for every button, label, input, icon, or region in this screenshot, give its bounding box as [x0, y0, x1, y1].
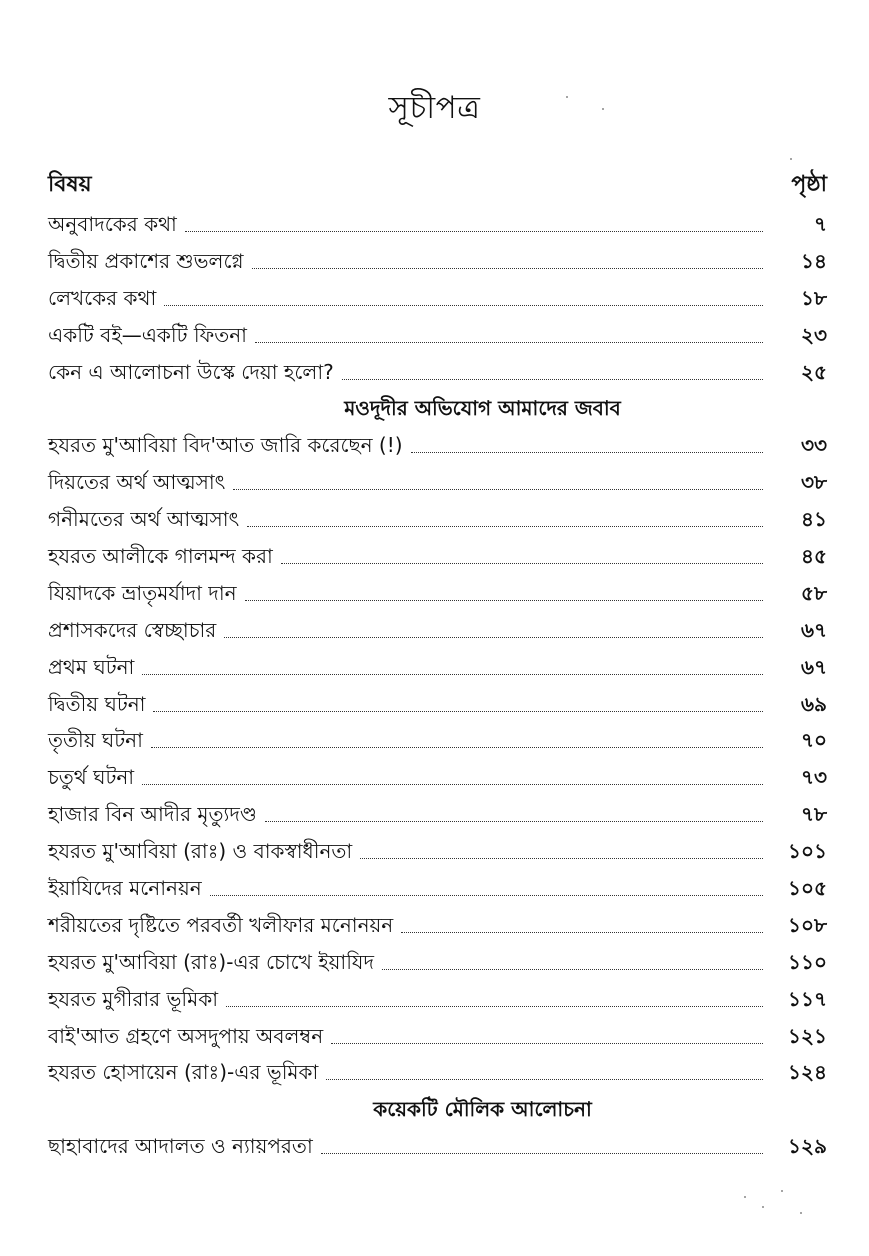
toc-entry-title: লেখকের কথা [48, 285, 157, 310]
toc-entry-title: বাই'আত গ্রহণে অসদুপায় অবলম্বন [48, 1023, 324, 1048]
toc-entry-page-number: ৬৯ [801, 691, 827, 716]
toc-entry [48, 245, 827, 282]
toc-entry [48, 724, 827, 761]
toc-entry [48, 835, 827, 872]
toc-entry-page-number: ৫৮ [801, 580, 827, 605]
table-of-contents [48, 208, 827, 1167]
dot-leader [233, 489, 763, 490]
toc-entry-title: প্রশাসকদের স্বেচ্ছাচার [48, 617, 217, 642]
page-title: সূচীপত্র [388, 90, 481, 126]
toc-entry [48, 356, 827, 393]
toc-entry [48, 983, 827, 1020]
dot-leader [224, 637, 763, 638]
toc-entry-page-number: ২৫ [801, 359, 827, 384]
toc-entry-page-number: ৩৩ [800, 433, 827, 458]
toc-entry-title: দিয়তের অর্থ আত্মসাৎ [48, 470, 226, 495]
toc-entry-title: প্রথম ঘটনা [48, 654, 135, 679]
toc-entry-title: যিয়াদকে ভ্রাতৃমর্যাদা দান [48, 580, 237, 605]
toc-entry-page-number: ১০৮ [788, 912, 827, 937]
toc-entry-title: হযরত মুগীরার ভূমিকা [48, 986, 219, 1011]
section-heading-label: মওদূদীর অভিযোগ আমাদের জবাব [344, 396, 621, 421]
paper-speck [800, 1212, 802, 1214]
toc-entry-page-number: ৭৮ [801, 802, 827, 827]
dot-leader [226, 1006, 763, 1007]
toc-entry-title: তৃতীয় ঘটনা [48, 728, 143, 753]
paper-speck [762, 1206, 764, 1208]
toc-entry-title: চতুর্থ ঘটনা [48, 765, 135, 790]
toc-entry-title: কেন এ আলোচনা উস্কে দেয়া হলো? [48, 359, 334, 384]
dot-leader [210, 895, 763, 896]
toc-entry [48, 540, 827, 577]
dot-leader [142, 784, 763, 785]
toc-entry [48, 466, 827, 503]
paper-speck [566, 96, 568, 98]
toc-entry [48, 282, 827, 319]
dot-leader [382, 969, 763, 970]
paper-speck [602, 108, 604, 110]
toc-entry-page-number: ১২৯ [788, 1134, 827, 1159]
toc-entry-page-number: ৩৮ [801, 470, 827, 495]
toc-entry-page-number: ৪৫ [801, 543, 827, 568]
toc-entry-page-number: ১০৫ [788, 875, 827, 900]
paper-speck [744, 1196, 746, 1198]
toc-entry-page-number: ৬৭ [800, 617, 827, 642]
toc-entry-title: হযরত আলীকে গালমন্দ করা [48, 543, 273, 568]
paper-speck [790, 158, 792, 160]
dot-leader [342, 379, 763, 380]
toc-entry-title: হযরত মু'আবিয়া (রাঃ)-এর চোখে ইয়াযিদ [48, 949, 374, 974]
toc-entry [48, 872, 827, 909]
toc-entry-title: ছাহাবাদের আদালত ও ন্যায়পরতা [48, 1134, 313, 1159]
dot-leader [321, 1153, 763, 1154]
toc-entry [48, 1020, 827, 1057]
toc-entry-page-number: ২৩ [800, 322, 827, 347]
toc-entry-title: দ্বিতীয় ঘটনা [48, 691, 146, 716]
toc-section-heading [48, 1093, 827, 1130]
toc-entry [48, 503, 827, 540]
toc-entry-title: ইয়াযিদের মনোনয়ন [48, 875, 202, 900]
toc-entry-title: শরীয়তের দৃষ্টিতে পরবর্তী খলীফার মনোনয়ন [48, 912, 394, 937]
toc-entry-page-number: ১২১ [788, 1023, 827, 1048]
dot-leader [265, 821, 763, 822]
toc-entry-title: গনীমতের অর্থ আত্মসাৎ [48, 507, 240, 532]
toc-entry-page-number: ১১৭ [788, 986, 827, 1011]
toc-entry-title: হযরত হোসায়েন (রাঃ)-এর ভূমিকা [48, 1060, 319, 1085]
dot-leader [411, 452, 763, 453]
toc-entry-title: একটি বই—একটি ফিতনা [48, 322, 247, 347]
dot-leader [151, 747, 763, 748]
dot-leader [281, 563, 763, 564]
toc-entry-title: হযরত মু'আবিয়া (রাঃ) ও বাকস্বাধীনতা [48, 839, 353, 864]
toc-entry-page-number: ৭ [813, 211, 827, 236]
page-column-heading: পৃষ্ঠা [791, 172, 827, 197]
dot-leader [326, 1079, 763, 1080]
toc-entry-title: অনুবাদকের কথা [48, 211, 177, 236]
dot-leader [164, 305, 763, 306]
toc-entry [48, 688, 827, 725]
toc-entry-page-number: ১৮ [801, 285, 827, 310]
paper-speck [781, 1190, 783, 1192]
toc-entry [48, 614, 827, 651]
toc-entry-title: হযরত মু'আবিয়া বিদ'আত জারি করেছেন (!) [48, 433, 403, 458]
toc-entry-page-number: ৭০ [800, 728, 827, 753]
toc-entry [48, 429, 827, 466]
dot-leader [360, 858, 763, 859]
toc-entry [48, 319, 827, 356]
toc-entry-title: দ্বিতীয় প্রকাশের শুভলগ্নে [48, 248, 244, 273]
dot-leader [252, 268, 764, 269]
dot-leader [255, 342, 763, 343]
toc-entry [48, 651, 827, 688]
toc-entry [48, 1056, 827, 1093]
dot-leader [331, 1043, 763, 1044]
dot-leader [142, 674, 763, 675]
toc-entry-title: হাজার বিন আদীর মৃত্যুদণ্ড [48, 802, 257, 827]
toc-entry-page-number: ৪১ [801, 507, 827, 532]
dot-leader [401, 932, 763, 933]
dot-leader [247, 526, 763, 527]
toc-header [48, 168, 827, 204]
toc-entry-page-number: ৭৩ [800, 765, 827, 790]
toc-entry-page-number: ৬৭ [800, 654, 827, 679]
toc-entry [48, 208, 827, 245]
dot-leader [153, 711, 763, 712]
toc-entry [48, 577, 827, 614]
toc-entry-page-number: ১১০ [788, 949, 827, 974]
subject-column-heading: বিষয় [48, 172, 92, 197]
toc-entry [48, 946, 827, 983]
toc-entry-page-number: ১০১ [788, 839, 827, 864]
toc-entry-page-number: ১৪ [801, 248, 827, 273]
dot-leader [185, 231, 763, 232]
toc-section-heading [48, 392, 827, 429]
toc-entry [48, 1130, 827, 1167]
toc-entry [48, 798, 827, 835]
toc-entry [48, 909, 827, 946]
toc-entry [48, 761, 827, 798]
toc-entry-page-number: ১২৪ [788, 1060, 827, 1085]
dot-leader [245, 600, 763, 601]
section-heading-label: কয়েকটি মৌলিক আলোচনা [373, 1097, 592, 1122]
